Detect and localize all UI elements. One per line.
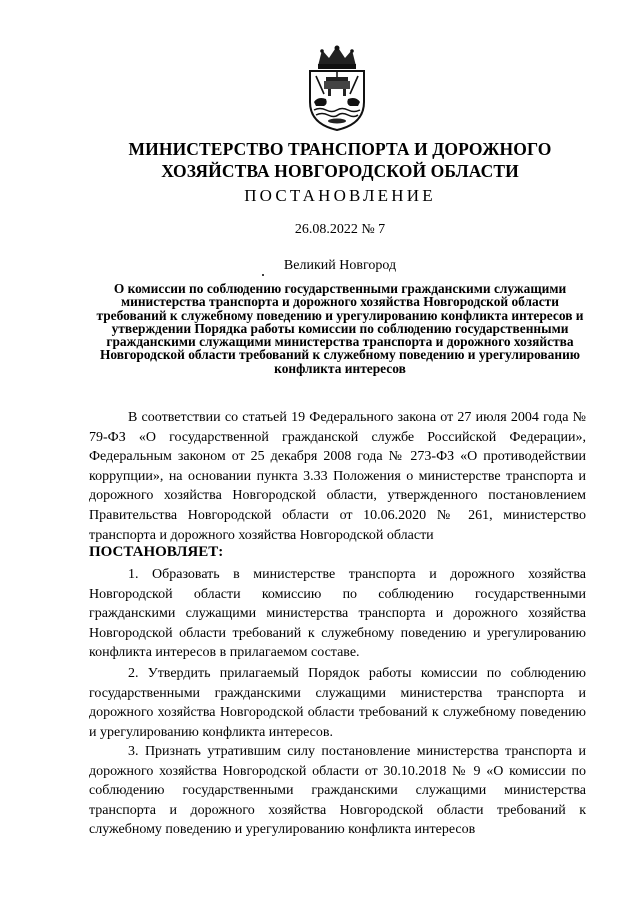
- decree-item-1: 1. Образовать в министерстве транспорта и дорожного хозяйства Новгородской области комиссию по соблюдению государственными гражданскими служащими министерства транспорта и дорожного хозяйства Новгородской области требований к служебному поведению и урегулированию конфликта интересов в прилагаемом составе.: [89, 567, 586, 661]
- preamble-paragraph: В соответствии со статьей 19 Федерального закона от 27 июля 2004 года № 79-ФЗ «О государственной гражданской службе Российской Федерации», Федеральным законом от 25 декабря 2008 года № 273-ФЗ «О противодействии коррупции», на основании пункта 3.33 Положения о министерстве транспорта и дорожного хозяйства Новгородской области, утвержденного постановлением Правительства Новгородской области от 10.06.2020 № 261, министерство транспорта и дорожного хозяйства Новгородской области: [89, 410, 586, 543]
- document-type: ПОСТАНОВЛЕНИЕ: [244, 186, 436, 205]
- document-date-number: 26.08.2022 № 7: [294, 222, 386, 237]
- ministry-name-line1: МИНИСТЕРСТВО ТРАНСПОРТА И ДОРОЖНОГО: [128, 139, 552, 159]
- ministry-name: [60, 138, 620, 182]
- novgorod-coat-of-arms-icon: [296, 44, 378, 132]
- document-city: Великий Новгород: [283, 258, 397, 273]
- decree-item-3: 3. Признать утратившим силу постановление министерства транспорта и дорожного хозяйства Новгородской области от 30.10.2018 № 9 «О комиссии по соблюдению государственными гражданскими служащими министерства транспорта и дорожного хозяйства Новгородской области требований к служебному поведению и урегулированию конфликта интересов: [89, 744, 586, 838]
- ministry-name-line2: ХОЗЯЙСТВА НОВГОРОДСКОЙ ОБЛАСТИ: [161, 161, 519, 181]
- decree-item-2: 2. Утвердить прилагаемый Порядок работы комиссии по соблюдению государственными гражданскими служащими министерства транспорта и дорожного хозяйства Новгородской области требований к служебному поведению и урегулированию конфликта интересов.: [89, 666, 586, 740]
- document-subject: О комиссии по соблюдению государственными гражданскими служащими министерства транспорта и дорожного хозяйства Новгородской области требований к служебному поведению и урегулированию конфликта интересов и утверждении Порядка работы комиссии по соблюдению государственными гражданскими служащими министерства транспорта и дорожного хозяйства Новгородской области требований к служебному поведению и урегулированию конфликта интересов: [96, 281, 584, 376]
- ink-dot: [262, 274, 264, 276]
- decree-heading: ПОСТАНОВЛЯЕТ:: [89, 544, 224, 560]
